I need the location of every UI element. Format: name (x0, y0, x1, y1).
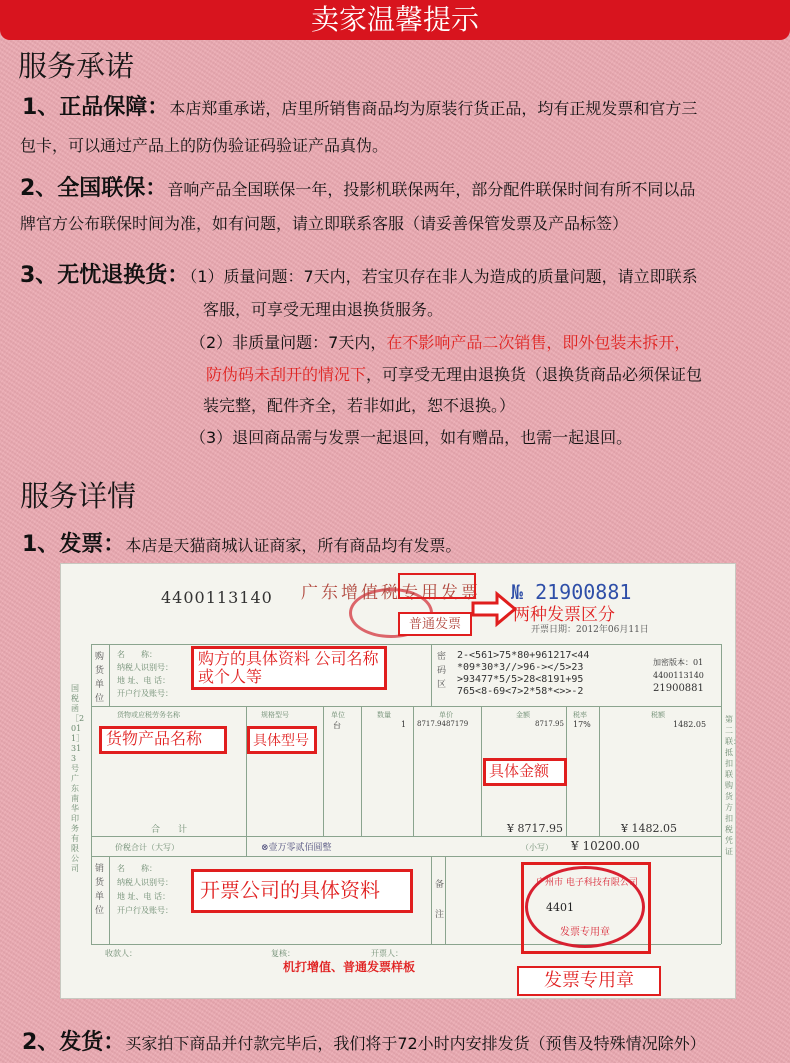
seller-field: 地 址、电 话： (117, 892, 171, 901)
number-prefix: № (511, 580, 524, 604)
return-line-3-text: （2）非质量问题：7天内， (190, 333, 387, 352)
return-line-4-text: ，可享受无理由退换货（退换货商品必须保证包 (366, 365, 703, 384)
col-header: 单价 (439, 711, 453, 719)
cipher-no: 21900881 (653, 683, 704, 694)
col-header: 数量 (377, 711, 391, 719)
grid-line (431, 644, 432, 706)
grid-line (599, 706, 600, 836)
section-title-service-details: 服务详情 (20, 479, 137, 513)
return-line-4-highlight: 防伪码未刮开的情况下 (206, 365, 367, 384)
grid-line (361, 706, 362, 836)
buyer-field: 纳税人识别号： (117, 663, 173, 672)
total-amount: ¥ 10200.00 (571, 839, 640, 853)
grid-line (91, 644, 721, 645)
buyer-field: 地 址、电 话： (117, 676, 171, 685)
item-head: 3、无忧退换货： (20, 263, 190, 288)
remark-side-label: 备注 (435, 880, 445, 920)
detail-item-shipping (22, 1025, 706, 1056)
item-text: 本店是天猫商城认证商家，所有商品均有发票。 (125, 536, 462, 555)
seller-field: 名 称： (117, 864, 157, 873)
drawer-label: 开票人： (371, 949, 403, 958)
invoice-sample (60, 563, 741, 999)
ordinary-invoice-label: 普通发票 (398, 612, 472, 636)
cipher-version: 加密版本：01 (653, 658, 704, 667)
return-line-3 (190, 330, 690, 353)
item-head: 1、发票： (22, 532, 126, 557)
subtotal-tax: ¥ 1482.05 (621, 822, 677, 835)
cipher-block (457, 650, 589, 698)
return-line-5: 装完整，配件齐全，若非如此，恕不退换。） (203, 396, 516, 415)
item-text: 买家拍下商品并付款完毕后，我们将于72小时内安排发货（预售及特殊情况除外） (125, 1034, 706, 1053)
vat-title-frame (398, 573, 476, 599)
grid-line (91, 856, 721, 857)
grid-line (413, 706, 414, 836)
cipher-meta (653, 656, 704, 695)
col-header: 税额 (651, 711, 665, 719)
number-value: 21900881 (535, 580, 632, 604)
sample-caption: 机打增值、普通发票样板 (283, 960, 416, 974)
grid-line (91, 706, 721, 707)
seal-company: 广州市 电子科技有限公司 (536, 878, 638, 888)
grid-line (323, 706, 324, 836)
cipher-code: 4400113140 (653, 671, 704, 680)
seller-fields (117, 862, 173, 918)
item-text: 音响产品全国联保一年，投影机联保两年，部分配件联保时间有所不同以品 (167, 180, 696, 199)
row-tax: 1482.05 (673, 720, 707, 729)
seller-field: 纳税人识别号： (117, 878, 173, 887)
invoice-seal-icon (525, 866, 645, 948)
goods-note: 货物产品名称 (99, 726, 227, 754)
left-vertical-text: 国税函［2011］313号广东南华印务有限公司 (71, 684, 85, 873)
return-line-4 (206, 362, 702, 385)
buyer-side-label: 购货单位 (95, 652, 105, 704)
row-rate: 17% (573, 720, 591, 729)
right-vertical-text: 第二联：抵扣联 购货方扣税凭证 (725, 715, 741, 856)
buyer-field: 名 称： (117, 650, 157, 659)
seller-note: 开票公司的具体资料 (191, 869, 413, 913)
grid-line (109, 856, 110, 944)
total-small-label: （小写） (521, 843, 553, 852)
item-text: 本店郑重承诺，店里所销售商品均为原装行货正品，均有正规发票和官方三 (169, 99, 698, 118)
invoice-code: 4400113140 (161, 588, 273, 607)
row-unit: 台 (333, 721, 341, 730)
return-line-3-highlight: 在不影响产品二次销售，即外包装未拆开， (386, 333, 691, 352)
cipher-line: 765<8-69<7>2*58*<>>-2 (457, 686, 584, 697)
row-qty: 1 (401, 720, 407, 729)
total-label: 价税合计（大写） (115, 843, 179, 852)
item-head: 2、全国联保： (20, 176, 168, 201)
item-head: 1、正品保障： (22, 95, 170, 120)
grid-line (481, 706, 482, 836)
cipher-line: 2-<561>75*80+961217<44 (457, 650, 590, 661)
item-text-continued: 包卡，可以通过产品上的防伪验证码验证产品真伪。 (20, 136, 389, 155)
item-text: （1）质量问题：7天内，若宝贝存在非人为造成的质量问题，请立即联系 (189, 267, 698, 286)
item-text-continued: 牌官方公布联保时间为准，如有问题，请立即联系客服（请妥善保管发票及产品标签） (20, 214, 629, 233)
stamp-note: 发票专用章 (517, 966, 661, 996)
cipher-line: >93477*5/5>28<8191+95 (457, 674, 584, 685)
cipher-side-label: 密码区 (437, 652, 447, 690)
payee-label: 收款人： (105, 949, 137, 958)
cipher-line: *09*30*3//>96-></5>23 (457, 662, 584, 673)
grid-line (721, 644, 722, 944)
invoice-date: 开票日期：2012年06月11日 (531, 625, 649, 635)
return-line-6: （3）退回商品需与发票一起退回，如有赠品，也需一起退回。 (190, 428, 633, 447)
col-header: 规格型号 (261, 711, 289, 719)
grid-line (91, 644, 92, 944)
seller-side-label: 销货单位 (95, 864, 105, 916)
grid-line (431, 856, 432, 944)
seller-field: 开户行及账号： (117, 906, 173, 915)
buyer-field: 开户行及账号： (117, 689, 173, 698)
row-price: 8717.9487179 (417, 720, 469, 728)
promise-item-genuine (22, 90, 697, 121)
item-head: 2、发货： (22, 1030, 126, 1055)
detail-item-invoice (22, 527, 461, 558)
col-header: 货物或应税劳务名称 (117, 711, 180, 719)
promise-item-warranty (20, 171, 695, 202)
amount-note: 具体金额 (483, 758, 567, 786)
seal-label: 发票专用章 (560, 927, 610, 938)
grid-line (91, 836, 721, 837)
promise-item-returns (20, 258, 698, 289)
col-header: 金额 (516, 711, 530, 719)
subtotal-label: 合 计 (151, 825, 188, 835)
two-types-note: 两种发票区分 (513, 605, 615, 624)
reviewer-label: 复核： (271, 949, 295, 958)
section-title-service-promise: 服务承诺 (18, 49, 135, 83)
row-amount: 8717.95 (535, 720, 564, 728)
total-words: ⊗壹万零贰佰圆整 (261, 843, 332, 853)
col-header: 税率 (573, 711, 587, 719)
buyer-fields (117, 648, 173, 700)
buyer-note: 购方的具体资料 公司名称或个人等 (191, 646, 387, 690)
col-header: 单位 (331, 711, 345, 719)
return-line-2: 客服，可享受无理由退换货服务。 (203, 300, 444, 319)
invoice-title: 广东增值税专用发票 (301, 583, 481, 603)
banner-title: 卖家温馨提示 (0, 0, 790, 40)
subtotal-amount: ¥ 8717.95 (507, 822, 563, 835)
grid-line (109, 644, 110, 706)
seal-code: 4401 (546, 901, 574, 914)
spec-note: 具体型号 (247, 726, 317, 754)
